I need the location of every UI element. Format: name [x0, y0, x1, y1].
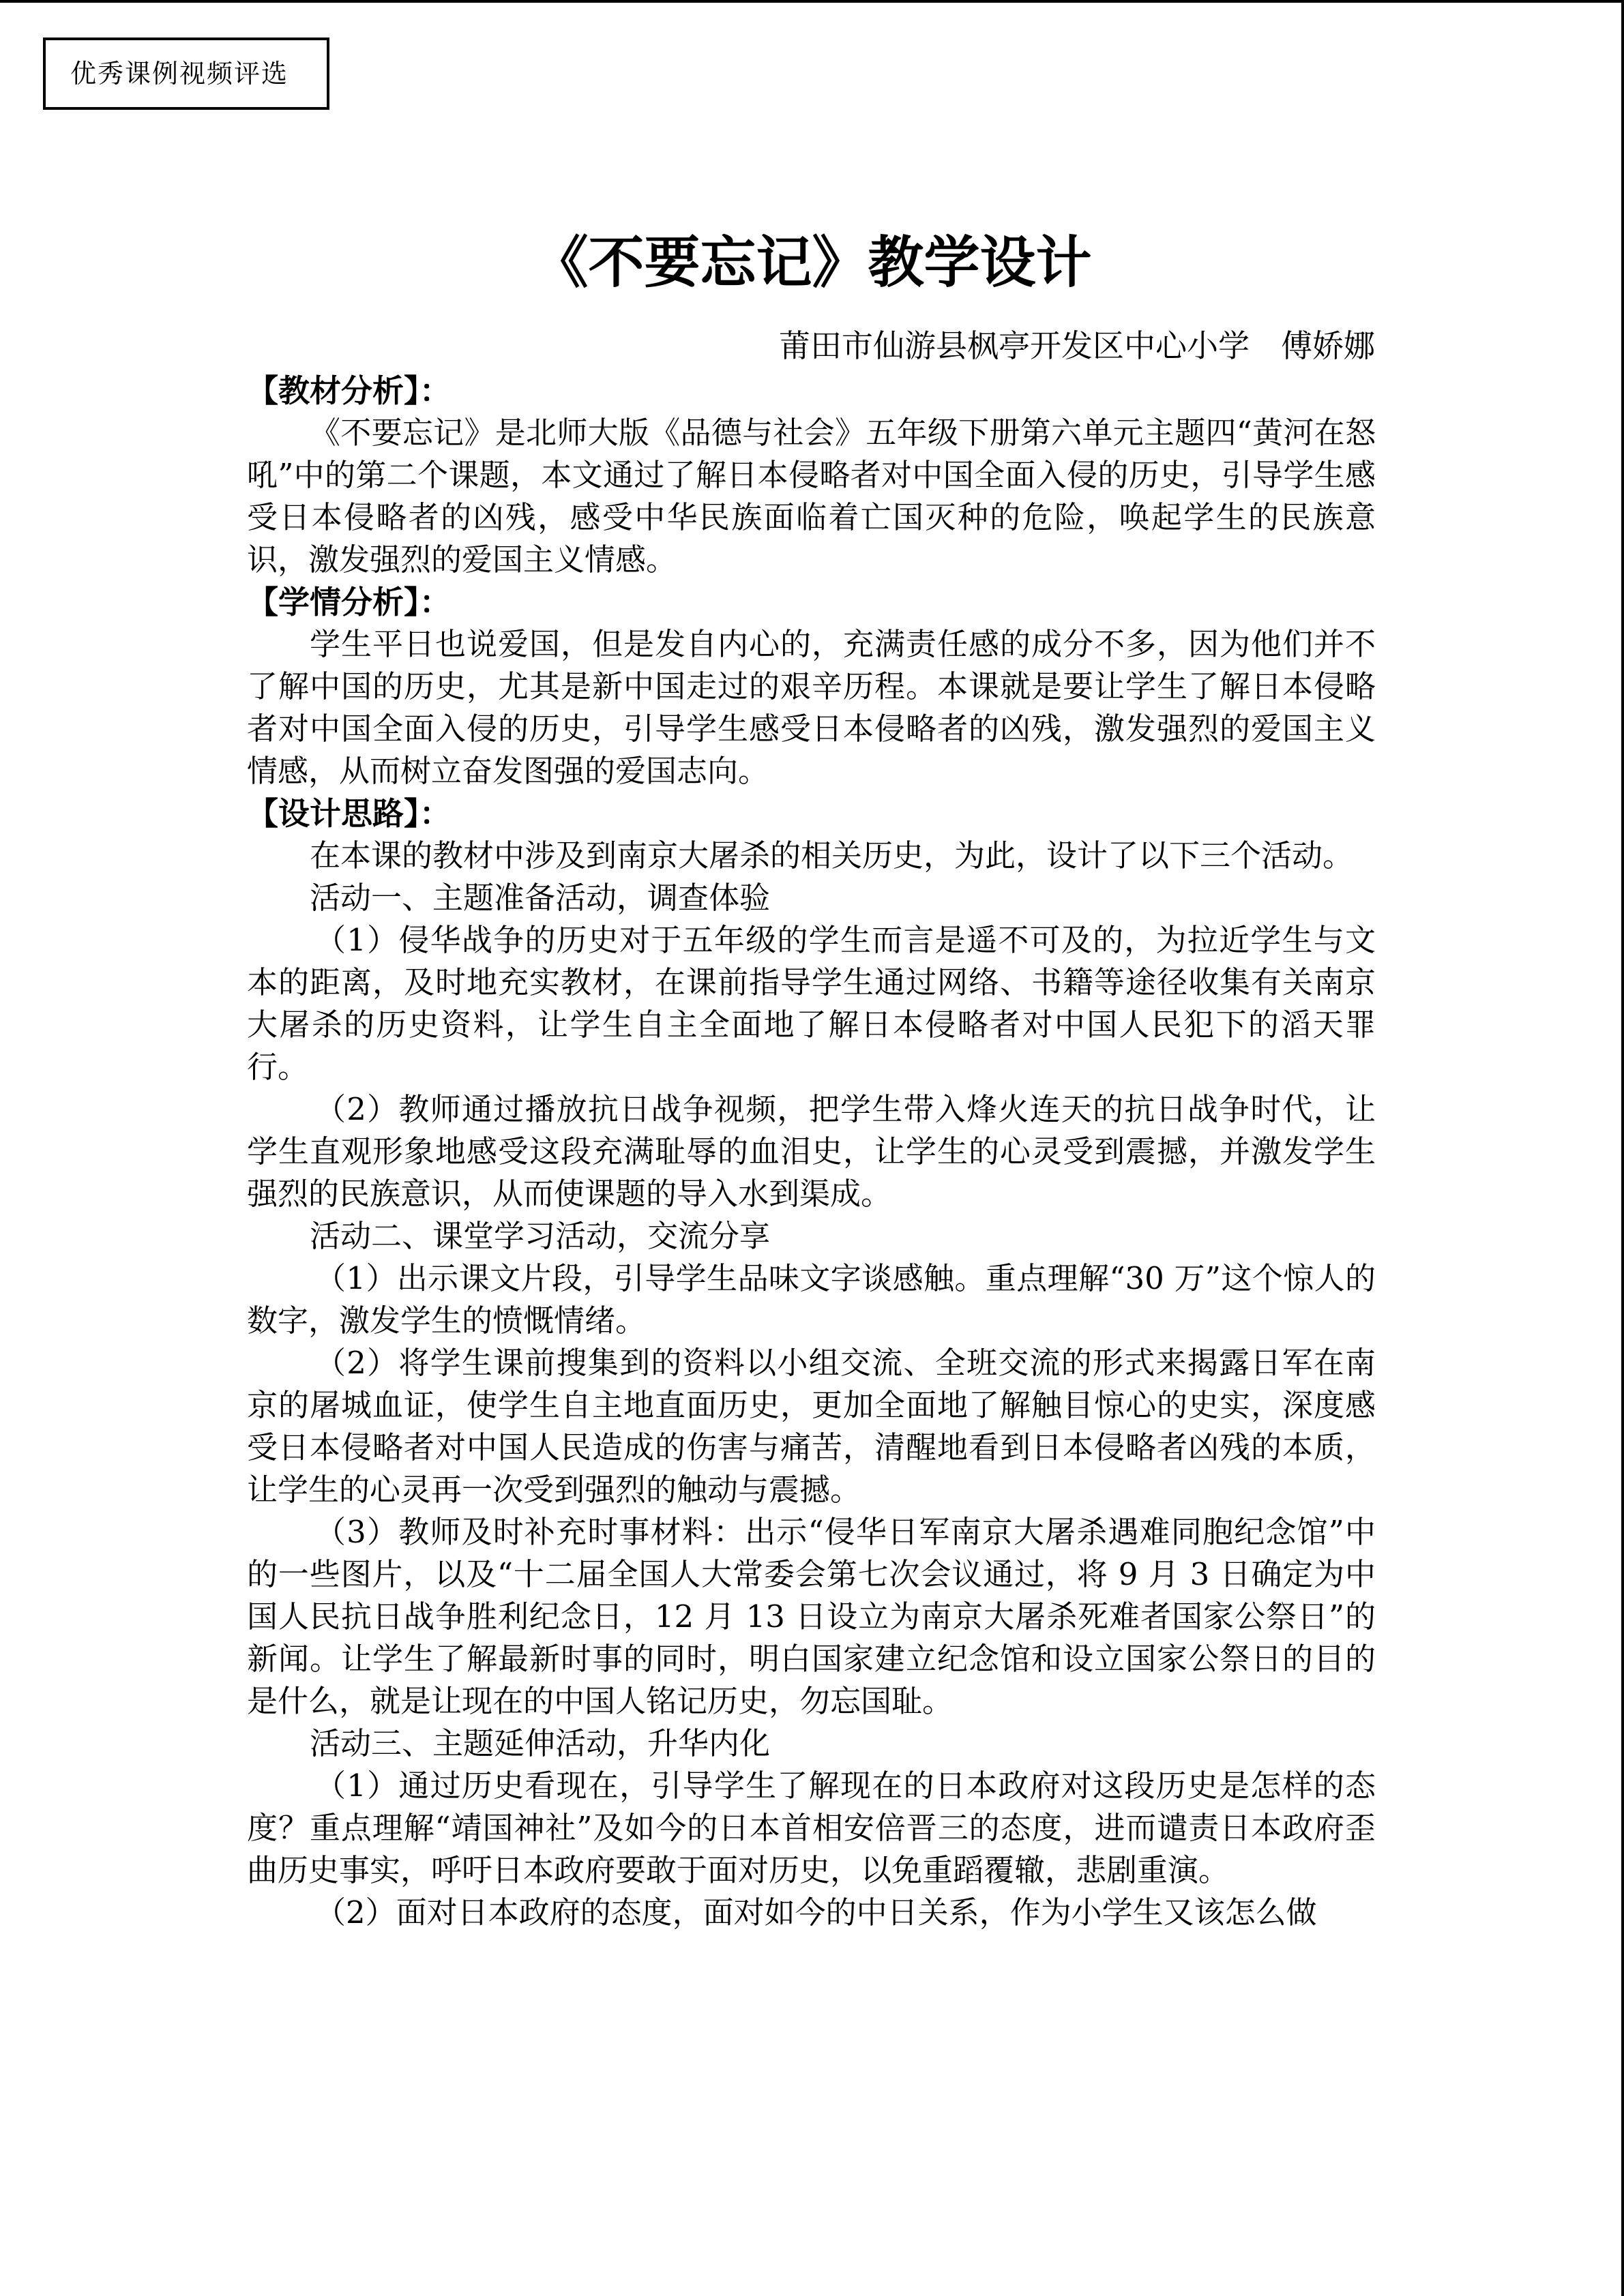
- competition-badge: 优秀课例视频评选: [43, 38, 329, 110]
- material-analysis-text: 《不要忘记》是北师大版《品德与社会》五年级下册第六单元主题四“黄河在怒吼”中的第二个课题，本文通过了解日本侵略者对中国全面入侵的历史，引导学生感受日本侵略者的凶残，感受中华民族面临着亡国灭种的危险，唤起学生的民族意识，激发强烈的爱国主义情感。: [247, 415, 1376, 578]
- activity-1-title: 活动一、主题准备活动，调查体验: [310, 880, 771, 916]
- student-analysis-text: 学生平日也说爱国，但是发自内心的，充满责任感的成分不多，因为他们并不了解中国的历史，尤其是新中国走过的艰辛历程。本课就是要让学生了解日本侵略者对中国全面入侵的历史，引导学生感受日本侵略者的凶残，激发强烈的爱国主义情感，从而树立奋发图强的爱国志向。: [247, 626, 1376, 789]
- activity-2-item-1: （1）出示课文片段，引导学生品味文字谈感触。重点理解“30 万”这个惊人的数字，激发学生的愤慨情绪。: [247, 1260, 1376, 1339]
- activity-3-title: 活动三、主题延伸活动，升华内化: [310, 1725, 771, 1761]
- activity-2-title: 活动二、课堂学习活动，交流分享: [310, 1218, 771, 1254]
- activity-1-item-2: （2）教师通过播放抗日战争视频，把学生带入烽火连天的抗日战争时代，让学生直观形象地感受这段充满耻辱的血泪史，让学生的心灵受到震撼，并激发学生强烈的民族意识，从而使课题的导入水到渠成。: [247, 1091, 1376, 1212]
- section-heading-design: 【设计思路】：: [247, 795, 451, 832]
- activity-2-item-2: （2）将学生课前搜集到的资料以小组交流、全班交流的形式来揭露日军在南京的屠城血证，使学生自主地直面历史，更加全面地了解触目惊心的史实，深度感受日本侵略者对中国人民造成的伤害与痛苦，清醒地看到日本侵略者凶残的本质，让学生的心灵再一次受到强烈的触动与震撼。: [247, 1345, 1376, 1508]
- page-right-border: [1621, 0, 1624, 2296]
- page-top-border: [0, 0, 1624, 3]
- activity-3-item-1: （1）通过历史看现在，引导学生了解现在的日本政府对这段历史是怎样的态度？重点理解“靖国神社”及如今的日本首相安倍晋三的态度，进而谴责日本政府歪曲历史事实，呼吁日本政府要敢于面对历史，以免重蹈覆辙，悲剧重演。: [247, 1768, 1376, 1888]
- activity-1-item-1: （1）侵华战争的历史对于五年级的学生而言是遥不可及的，为拉近学生与文本的距离，及时地充实教材，在课前指导学生通过网络、书籍等途径收集有关南京大屠杀的历史资料，让学生自主全面地了解日本侵略者对中国人民犯下的滔天罪行。: [247, 922, 1376, 1085]
- section-heading-students: 【学情分析】：: [247, 584, 451, 621]
- document-title: 《不要忘记》教学设计: [532, 230, 1092, 295]
- activity-3-item-2: （2）面对日本政府的态度，面对如今的中日关系，作为小学生又该怎么做: [315, 1894, 1317, 1930]
- author-line: 莆田市仙游县枫亭开发区中心小学 傅娇娜: [779, 327, 1375, 364]
- design-intro-text: 在本课的教材中涉及到南京大屠杀的相关历史，为此，设计了以下三个活动。: [310, 837, 1354, 874]
- document-body: [247, 370, 1376, 1934]
- section-heading-material: 【教材分析】：: [247, 372, 451, 409]
- activity-2-item-3: （3）教师及时补充时事材料：出示“侵华日军南京大屠杀遇难同胞纪念馆”中的一些图片，以及“十二届全国人大常委会第七次会议通过，将 9 月 3 日确定为中国人民抗日战争胜利纪念日，12 月 13 日设立为南京大屠杀死难者国家公祭日”的新闻。让学生了解最新时事的同时，明白国家建立纪念馆和设立国家公祭日的目的是什么，就是让现在的中国人铭记历史，勿忘国耻。: [247, 1514, 1376, 1719]
